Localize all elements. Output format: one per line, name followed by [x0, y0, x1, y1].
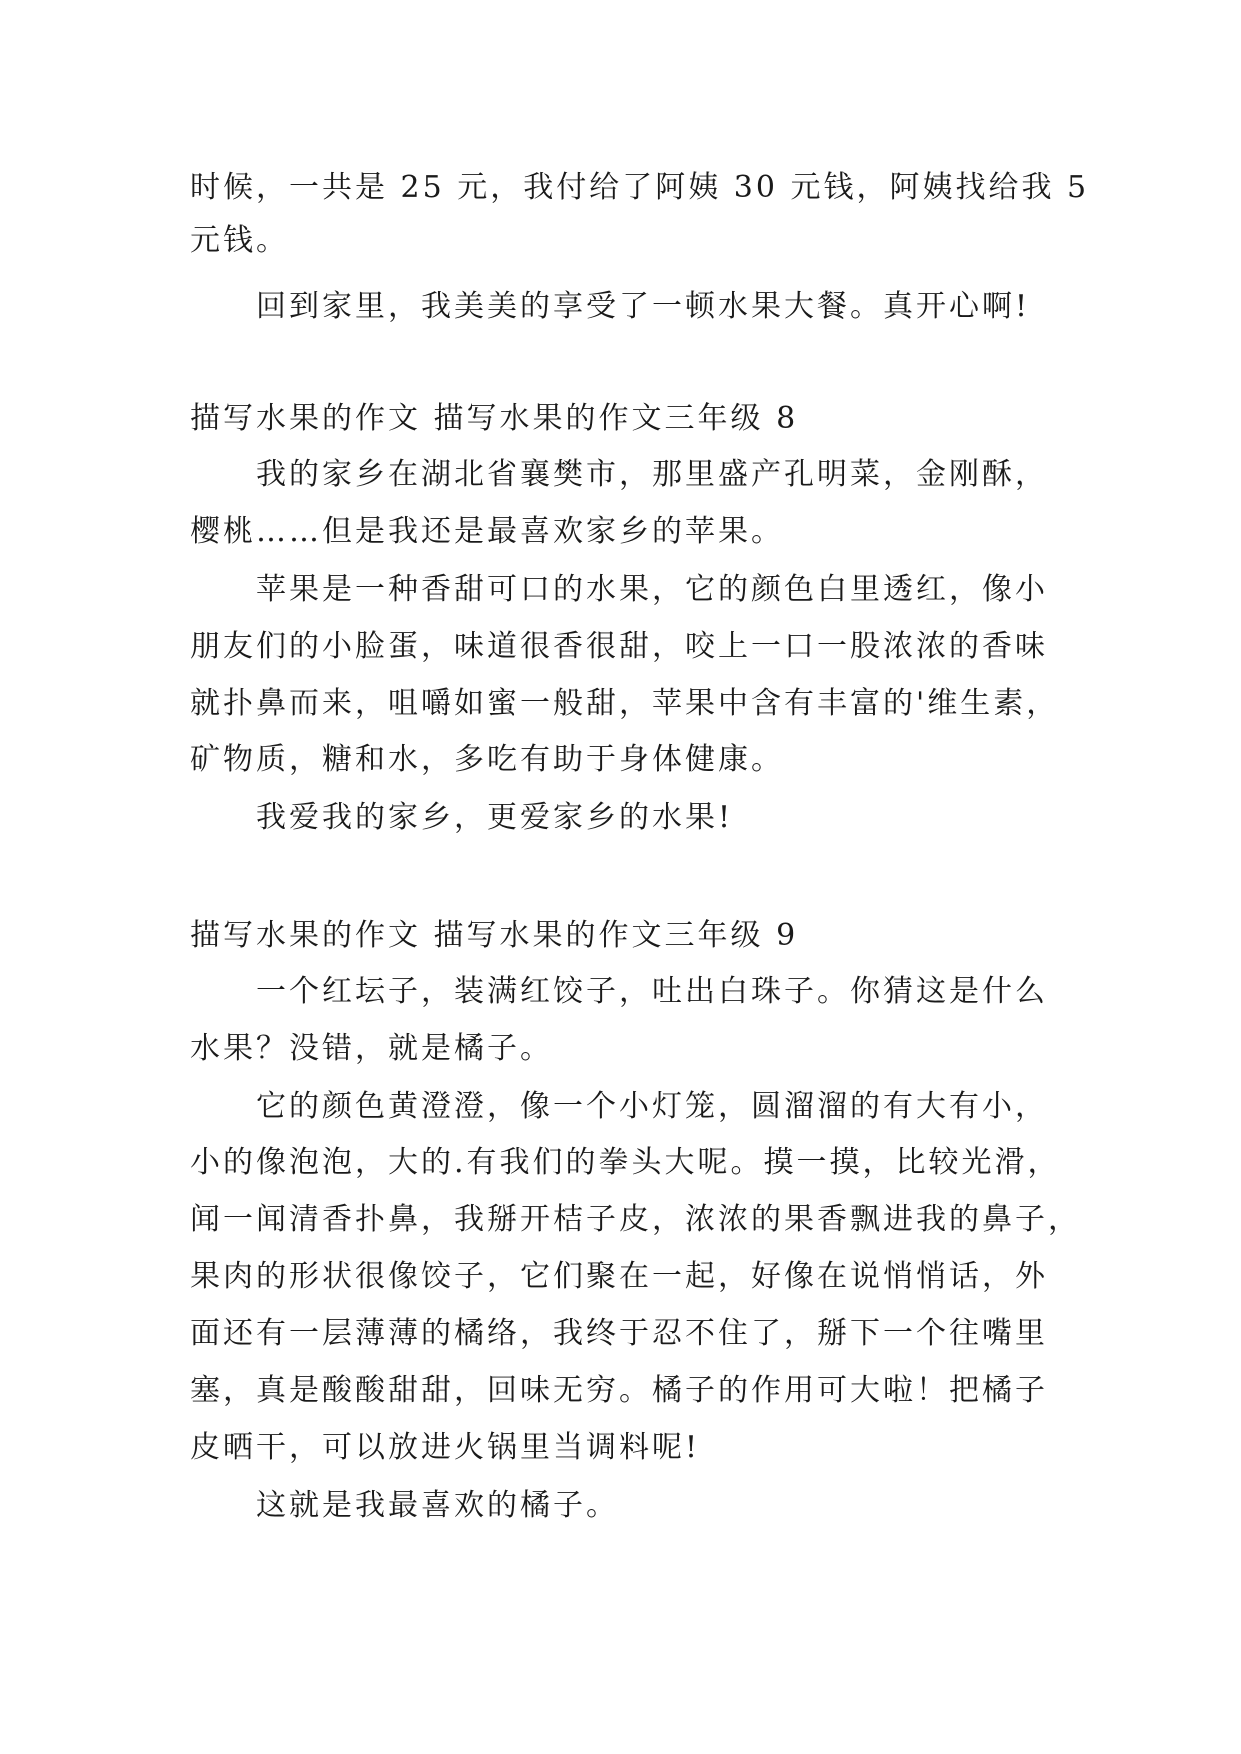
- section-8-heading: 描写水果的作文 描写水果的作文三年级 8: [190, 401, 799, 436]
- section-8-paragraph-line: 苹果是一种香甜可口的水果，它的颜色白里透红，像小: [256, 572, 1048, 607]
- section-9-paragraph-line: 水果？没错，就是橘子。: [190, 1031, 553, 1066]
- section-9-paragraph-line: 皮晒干，可以放进火锅里当调料呢!: [190, 1430, 701, 1465]
- intro-line: 时候，一共是 25 元，我付给了阿姨 30 元钱，阿姨找给我 5: [190, 170, 1090, 205]
- section-8-paragraph-line: 矿物质，糖和水，多吃有助于身体健康。: [190, 742, 784, 777]
- section-8-paragraph-line: 就扑鼻而来，咀嚼如蜜一般甜，苹果中含有丰富的'维生素，: [190, 686, 1060, 721]
- section-8-paragraph-line: 我爱我的家乡，更爱家乡的水果!: [256, 800, 734, 835]
- section-9-paragraph-line: 闻一闻清香扑鼻，我掰开桔子皮，浓浓的果香飘进我的鼻子，: [190, 1202, 1081, 1237]
- section-9-paragraph-line: 塞，真是酸酸甜甜，回味无穷。橘子的作用可大啦！把橘子: [190, 1373, 1048, 1408]
- section-9-paragraph-line: 这就是我最喜欢的橘子。: [256, 1488, 619, 1523]
- section-8-paragraph-line: 樱桃……但是我还是最喜欢家乡的苹果。: [190, 514, 784, 549]
- section-9-heading: 描写水果的作文 描写水果的作文三年级 9: [190, 918, 799, 953]
- section-9-paragraph-line: 果肉的形状很像饺子，它们聚在一起，好像在说悄悄话，外: [190, 1259, 1048, 1294]
- section-8-paragraph-line: 我的家乡在湖北省襄樊市，那里盛产孔明菜，金刚酥，: [256, 457, 1048, 492]
- intro-closing: 回到家里，我美美的享受了一顿水果大餐。真开心啊!: [256, 289, 1031, 324]
- section-9-paragraph-line: 它的颜色黄澄澄，像一个小灯笼，圆溜溜的有大有小，: [256, 1089, 1048, 1124]
- section-9-paragraph-line: 小的像泡泡，大的.有我们的拳头大呢。摸一摸，比较光滑，: [190, 1145, 1061, 1180]
- section-9-paragraph-line: 一个红坛子，装满红饺子，吐出白珠子。你猜这是什么: [256, 974, 1048, 1009]
- section-9-paragraph-line: 面还有一层薄薄的橘络，我终于忍不住了，掰下一个往嘴里: [190, 1316, 1048, 1351]
- section-8-paragraph-line: 朋友们的小脸蛋，味道很香很甜，咬上一口一股浓浓的香味: [190, 629, 1048, 664]
- intro-line: 元钱。: [190, 223, 289, 258]
